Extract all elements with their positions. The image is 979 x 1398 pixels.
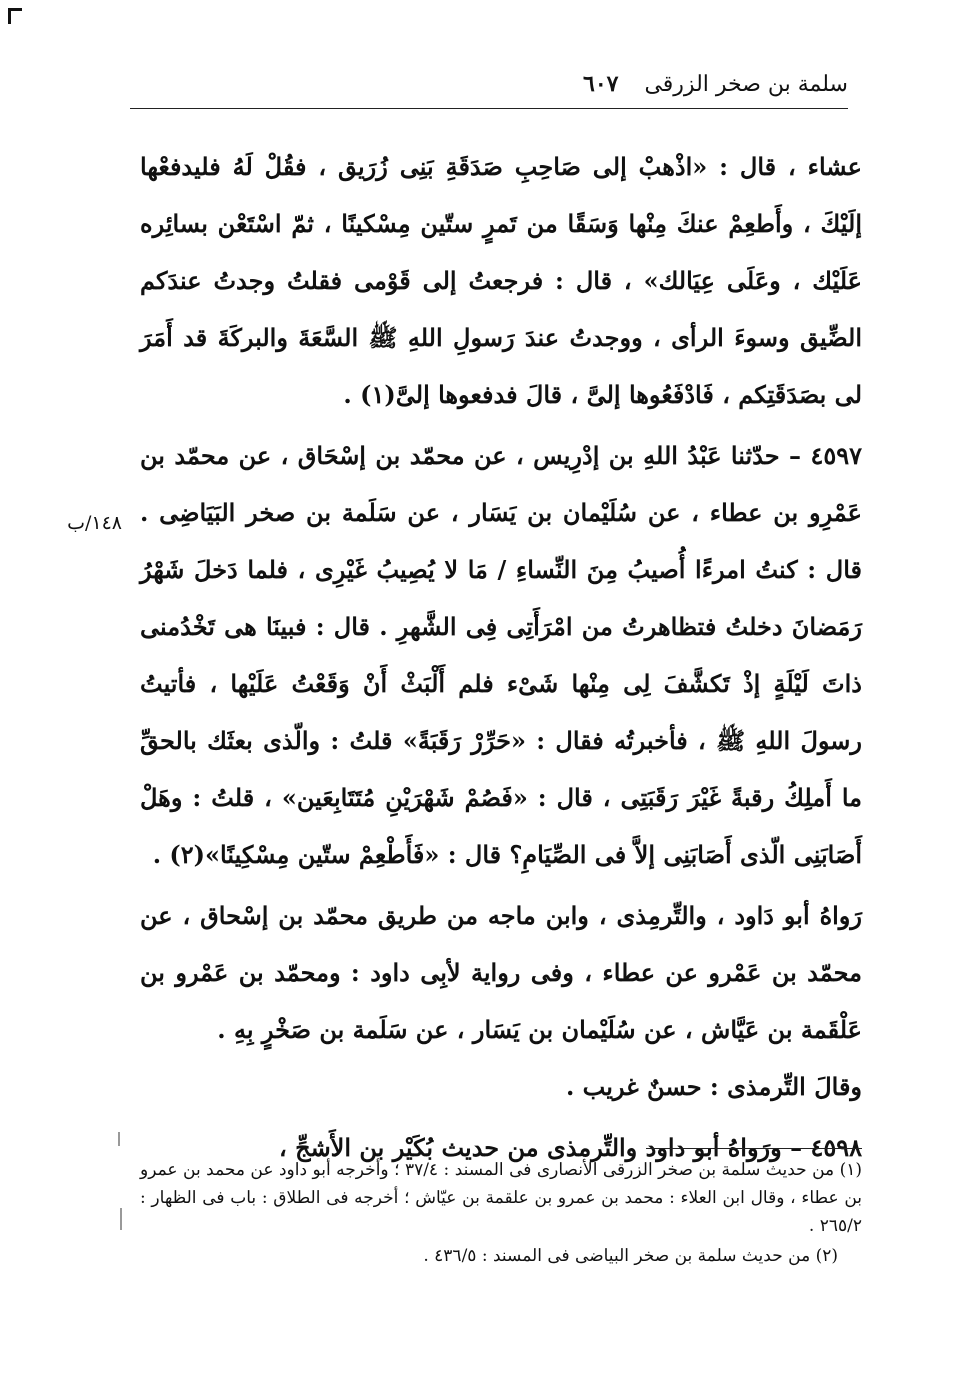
- margin-scan-mark: [120, 1208, 122, 1230]
- running-title: سلمة بن صخر الزرقى: [644, 71, 848, 97]
- margin-scan-mark: [118, 1132, 120, 1146]
- takhrij-paragraph: رَواهُ أبو دَاود ، والتِّرمِذى ، وابن ماجه من طريق محمّد بن إسْحاق ، عن محمّد بن عَمْرو عن عطاء ، وفى رواية لأبِى داود : ومحمّد بن عَمْرو بن عَلْقَمة بن عَيَّاش ، عن سُلَيْمان بن يَسَار ، عن سَلَمة بن صَخْرٍ بِهِ .: [140, 901, 862, 1044]
- header-rule: [130, 108, 848, 109]
- footnote-separator: [646, 1148, 862, 1149]
- corner-crop-mark: [6, 6, 28, 28]
- page-header: [128, 64, 848, 104]
- footnotes: [140, 1156, 862, 1270]
- page-number: ٦٠٧: [583, 71, 619, 97]
- footnote-1: (١) من حديث سلمة بن صخر الزرقى الأنصارى فى المسند : ٣٧/٤ ؛ وأخرجه أبو داود عن محمد بن عمرو بن عطاء ، وقال ابن العلاء : محمد بن عمرو بن علقمة بن عيّاش ؛ أخرجه فى الطلاق : باب فى الظهار : ٢٦٥/٢ .: [140, 1160, 862, 1236]
- hadith-4598: ٤٥٩٨ – ورَواهُ أبو داود والتِّرمذى من حديث بُكَيْر بن الأَشجِّ ،: [278, 1133, 862, 1162]
- paragraph-continuation: عشاء ، قال : «اذْهبْ إلى صَاحِبِ صَدَقَةِ بَنِى زُرَيق ، فقُلْ لَهُ فليدفعْها إلَيْكَ ، وأَطعِمْ عنكَ مِنْها وَسَقًا من تَمرٍ ستّين مِسْكينًا ، ثمّ اسْتَعْن بسائِره عَلَيْك ، وعَلَى عِيَالك» ، قال : فرجعتُ إلى قَوْمى فقلتُ وجدتُ عندَكم الضِّيق وسوءَ الرأى ، ووجدتُ عندَ رَسولِ اللهِ ﷺ السَّعَةَ والبركَةَ قد أَمَرَ لى بصَدَقَتِكم ، فَادْفَعُوها إلىَّ ، قالَ فدفعوها إلىَّ(١) .: [140, 152, 863, 409]
- footnote-2: (٢) من حديث سلمة بن صخر البياضى فى المسند : ٤٣٦/٥ .: [423, 1246, 838, 1266]
- main-text: [140, 138, 862, 1176]
- hadith-4597: ٤٥٩٧ – حدّثنا عَبْدُ اللهِ بن إدْرِيس ، عن محمّد بن إسْحَاق ، عن محمّد بن عَمْرِو بن عطاء ، عن سُلَيْمان بن يَسَار ، عن سَلَمة بن صخر البَيَاضِى . قال : كنتُ امرءًا أُصيبُ مِنَ النِّساءِ / مَا لا يُصِيبُ غَيْرِى ، فلما دَخلَ شَهْرُ رَمَضانَ دخلتُ فتظاهرتُ من امْرَأَتِى فِى الشَّهرِ . قال : فبينَا هى تَخْدُمنى ذاتَ لَيْلَةٍ إذْ تَكشَّفَ لِى مِنْها شَىْء فلم أَلْبَثْ أَنْ وَقَعْتُ عَلَيْها ، فأتيتُ رسولَ اللهِ ﷺ ، فأخبرتُه فقال : «حَرِّرْ رَقَبَةً» قلتُ : والّذى بعثَك بالحقِّ ما أَملِكُ رقبةً غَيْرَ رَقَبَتِى ، قال : «فَصُمْ شَهْرَيْنِ مُتَتَابِعَين» ، قلتُ : وهَلْ أَصَابَنِى الّذى أَصَابَنِى إلاَّ فى الصِّيَامِ؟ قال : «فَأَطْعِمْ ستّين مِسْكِينًا»(٢) .: [140, 441, 862, 869]
- manuscript-folio-note: ١٤٨/ب: [67, 512, 122, 534]
- tirmidhi-grading: وقالَ التِّرمذى : حسنٌ غريب .: [565, 1072, 862, 1101]
